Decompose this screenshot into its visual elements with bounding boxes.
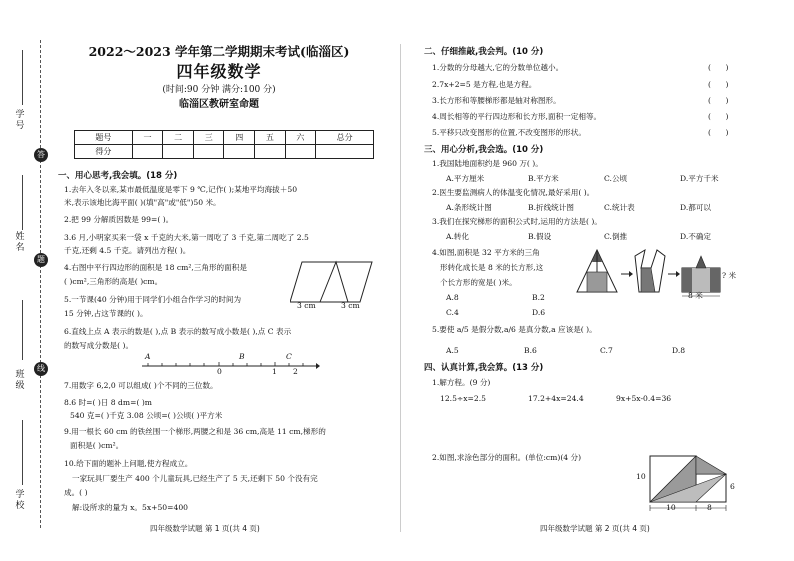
score-header-cell: 总分 <box>316 131 374 145</box>
calc-q2: 2.如图,求涂色部分的面积。(单位:cm)(4 分) <box>432 453 582 462</box>
choice-q5-b[interactable]: B.6 <box>524 346 537 355</box>
fig-label-question-meter: ? 米 <box>722 271 737 280</box>
choice-q4-d[interactable]: D.6 <box>532 308 546 317</box>
equation-2: 17.2+4x=24.4 <box>528 394 584 403</box>
name-line <box>22 175 23 230</box>
tick-1: 1 <box>272 367 277 376</box>
judge-5-answer[interactable]: ( ) <box>708 128 729 137</box>
choice-q3-d[interactable]: D.不确定 <box>680 232 712 241</box>
q5-line1: 5.一节课(40 分钟)用于同学们小组合作学习的时间为 <box>64 295 242 304</box>
choice-q4-line3: 个长方形的宽是( )米。 <box>440 278 517 287</box>
choice-q1: 1.我国陆地面积约是 960 万( )。 <box>432 159 543 168</box>
q10-line2: 成。( ) <box>64 488 88 497</box>
fig-label-8-bottom: 8 <box>707 503 712 512</box>
exam-issuer: 临淄区教研室命题 <box>179 98 259 110</box>
q10: 10.给下面的题补上问题,使方程成立。 <box>64 459 193 468</box>
q2: 2.把 99 分解质因数是 99=( )。 <box>64 215 174 224</box>
choice-q4-a[interactable]: A.8 <box>446 293 459 302</box>
q9-line2: 面积是( )cm²。 <box>70 441 124 450</box>
shaded-area-figure <box>648 452 732 516</box>
score-cell[interactable] <box>316 145 374 159</box>
q4-line2: ( )cm²,三角形的高是( )cm。 <box>64 277 163 286</box>
choice-q2-b[interactable]: B.折线统计图 <box>528 203 574 212</box>
binding-margin <box>0 0 62 561</box>
choice-q2-c[interactable]: C.统计表 <box>604 203 635 212</box>
q1-line2: 米,表示该地比海平面( )(填"高"或"低")50 米。 <box>64 198 221 207</box>
binding-mark-xian: 线 <box>34 362 48 376</box>
fig-label-6-side: 6 <box>730 482 735 491</box>
label-student-id: 学 号 <box>15 110 25 132</box>
score-header-cell: 一 <box>132 131 163 145</box>
choice-q2: 2.医生要监测病人的体温变化情况,最好采用( )。 <box>432 188 595 197</box>
q3-line1: 3.6 月,小明家买来一袋 x 千克的大米,第一周吃了 3 千克,第二周吃了 2.5 <box>64 233 309 242</box>
footer-page-2: 四年级数学试题 第 2 页(共 4 页) <box>540 524 650 533</box>
judge-4: 4.周长相等的平行四边形和长方形,面积一定相等。 <box>432 112 602 121</box>
q10-line1: 一家玩具厂要生产 400 个儿童玩具,已经生产了 5 天,还剩下 50 个没有完 <box>72 474 318 483</box>
triangle-to-rectangle-figure <box>575 246 735 298</box>
exam-subject: 四年级数学 <box>176 61 262 81</box>
q1-line1: 1.去年入冬以来,某市最低温度是零下 9 ℃,记作( );某地平均海拔＋50 <box>64 185 298 194</box>
exam-time: (时间:90 分钟 满分:100 分) <box>162 84 276 95</box>
score-cell[interactable] <box>163 145 194 159</box>
section-1-title: 一、用心思考,我会填。(18 分) <box>58 171 178 181</box>
choice-q3-b[interactable]: B.假设 <box>528 232 552 241</box>
q6-line2: 的数写成分数是( )。 <box>64 341 134 350</box>
section-2-title: 二、仔细推敲,我会判。(10 分) <box>424 47 544 57</box>
choice-q5-a[interactable]: A.5 <box>446 346 459 355</box>
score-header-cell: 二 <box>163 131 194 145</box>
choice-q4-line1: 4.如图,面积是 32 平方米的三角 <box>432 248 540 257</box>
section-4-title: 四、认真计算,我会算。(13 分) <box>424 363 544 373</box>
choice-q3-c[interactable]: C.倒推 <box>604 232 628 241</box>
score-header-cell: 题号 <box>75 131 133 145</box>
point-c: C <box>286 352 292 361</box>
score-cell[interactable] <box>255 145 286 159</box>
score-cell[interactable] <box>224 145 255 159</box>
q8-line1: 8.6 时=( )日 8 dm=( )m <box>64 398 153 407</box>
class-line <box>22 300 23 360</box>
judge-1: 1.分数的分母越大,它的分数单位越小。 <box>432 63 564 72</box>
label-school: 学 校 <box>15 490 25 512</box>
binding-mark-ti: 题 <box>34 253 48 267</box>
footer-page-1: 四年级数学试题 第 1 页(共 4 页) <box>150 524 260 533</box>
judge-2-answer[interactable]: ( ) <box>708 80 729 89</box>
q7: 7.用数字 6,2,0 可以组成( )个不同的三位数。 <box>64 381 218 390</box>
tick-0: 0 <box>217 367 222 376</box>
score-table <box>74 130 374 159</box>
choice-q2-d[interactable]: D.都可以 <box>680 203 712 212</box>
choice-q4-line2: 形转化成长是 8 米的长方形,这 <box>440 263 544 272</box>
equation-3: 9x+5x-0.4=36 <box>616 394 672 403</box>
judge-3-answer[interactable]: ( ) <box>708 96 729 105</box>
choice-q1-c[interactable]: C.公顷 <box>604 174 628 183</box>
school-line <box>22 420 23 485</box>
choice-q1-b[interactable]: B.平方米 <box>528 174 559 183</box>
page-1 <box>60 44 378 111</box>
binding-dashed-line <box>40 40 41 528</box>
judge-5: 5.平移只改变图形的位置,不改变图形的形状。 <box>432 128 586 137</box>
fig-label-3cm-right: 3 cm <box>341 301 360 310</box>
q5-line2: 15 分钟,占这节课的( )。 <box>64 309 148 318</box>
score-header-cell: 三 <box>193 131 224 145</box>
choice-q4-b[interactable]: B.2 <box>532 293 545 302</box>
calc-q1: 1.解方程。(9 分) <box>432 378 491 387</box>
choice-q5-d[interactable]: D.8 <box>672 346 686 355</box>
score-header-cell: 四 <box>224 131 255 145</box>
binding-mark-da: 答 <box>34 148 48 162</box>
tick-2: 2 <box>293 367 298 376</box>
fig-label-10-side: 10 <box>636 472 646 481</box>
q8-line2: 540 克=( )千克 3.08 公顷=( )公顷( )平方米 <box>70 411 223 420</box>
score-cell[interactable] <box>285 145 316 159</box>
judge-2: 2.7x+2=5 是方程,也是方程。 <box>432 80 537 89</box>
q6-line1: 6.直线上点 A 表示的数是( ),点 B 表示的数写成小数是( ),点 C 表示 <box>64 327 292 336</box>
fig-label-10-bottom: 10 <box>666 503 676 512</box>
choice-q2-a[interactable]: A.条形统计图 <box>446 203 492 212</box>
score-cell[interactable] <box>193 145 224 159</box>
point-a: A <box>145 352 151 361</box>
exam-title: 2022～2023 学年第二学期期末考试(临淄区) <box>88 44 350 59</box>
page-divider <box>400 44 401 532</box>
q9-line1: 9.用一根长 60 cm 的铁丝围一个梯形,两腰之和是 36 cm,高是 11 cm,梯形的 <box>64 427 326 436</box>
label-name: 姓 名 <box>15 232 25 254</box>
equation-1: 12.5÷x=2.5 <box>440 394 486 403</box>
score-row-label: 得分 <box>75 145 133 159</box>
section-3-title: 三、用心分析,我会选。(10 分) <box>424 145 544 155</box>
point-b: B <box>239 352 245 361</box>
label-class: 班 级 <box>15 370 25 392</box>
score-header-cell: 六 <box>285 131 316 145</box>
q3-line2: 千克,还剩 4.5 千克。请列出方程( )。 <box>64 246 191 255</box>
choice-q5-c[interactable]: C.7 <box>600 346 613 355</box>
score-cell[interactable] <box>132 145 163 159</box>
q4-line1: 4.右图中平行四边形的面积是 18 cm²,三角形的面积是 <box>64 263 247 272</box>
fig-label-3cm-left: 3 cm <box>297 301 316 310</box>
judge-1-answer[interactable]: ( ) <box>708 63 729 72</box>
score-header-cell: 五 <box>255 131 286 145</box>
choice-q1-d[interactable]: D.平方千米 <box>680 174 719 183</box>
judge-3: 3.长方形和等腰梯形都是轴对称图形。 <box>432 96 561 105</box>
choice-q3: 3.我们在探究梯形的面积公式时,运用的方法是( )。 <box>432 217 602 226</box>
choice-q1-a[interactable]: A.平方厘米 <box>446 174 485 183</box>
choice-q3-a[interactable]: A.转化 <box>446 232 470 241</box>
choice-q4-c[interactable]: C.4 <box>446 308 459 317</box>
judge-4-answer[interactable]: ( ) <box>708 112 729 121</box>
q10-line3: 解:设所求的量为 x。5x+50=400 <box>72 503 189 512</box>
choice-q5: 5.要使 a/5 是假分数,a/6 是真分数,a 应该是( )。 <box>432 325 597 334</box>
fig-label-8-meter: 8 米 <box>688 291 703 300</box>
student-id-line <box>22 50 23 105</box>
